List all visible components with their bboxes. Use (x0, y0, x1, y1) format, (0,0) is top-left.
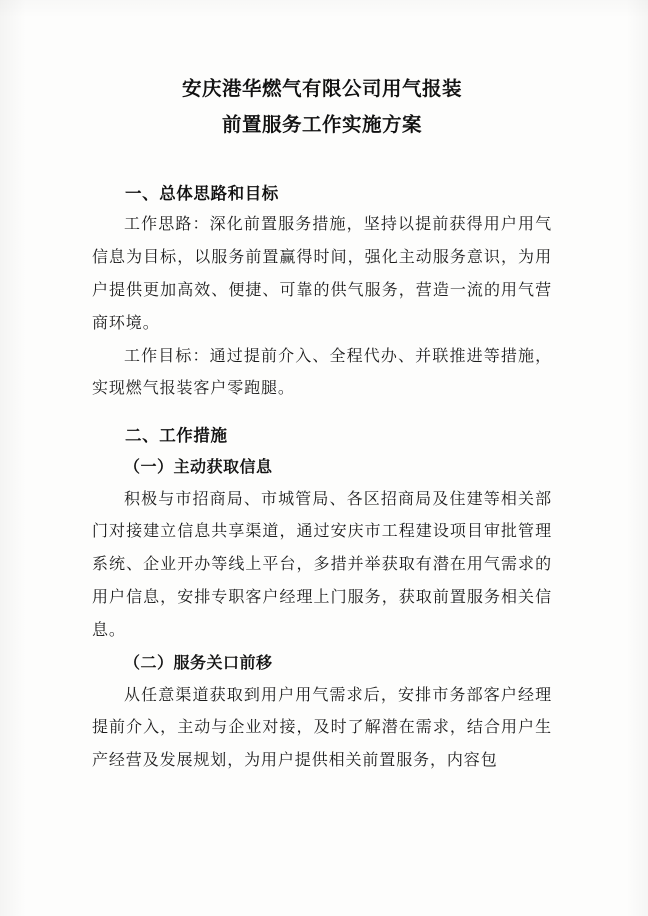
title-spacer (92, 144, 552, 164)
subheading-service-forward: （二）服务关口前移 (124, 654, 273, 672)
section-heading-1: 一、总体思路和目标 (125, 184, 279, 204)
paragraph-work-approach: 工作思路：深化前置服务措施，坚持以提前获得用户用气信息为目标，以服务前置赢得时间，强化主动服务意识，为用户提供更加高效、便捷、可靠的供气服务，营造一流的用气营商环境。 (92, 216, 552, 332)
title-line-2: 前置服务工作实施方案 (221, 115, 422, 137)
section-heading-2: 二、工作措施 (125, 426, 228, 446)
title-line-1: 安庆港华燃气有限公司用气报装 (181, 79, 462, 100)
paragraph-acquire-info: 积极与市招商局、市城管局、各区招商局及住建等相关部门对接建立信息共享渠道，通过安庆市工程建设项目审批管理系统、企业开办等线上平台，多措并举获取有潜在用气需求的用户信息，安排专职客户经理上门服务，获取前置服务相关信息。 (92, 490, 552, 639)
page-title (92, 72, 552, 144)
subheading-acquire-info: （一）主动获取信息 (124, 458, 273, 476)
paragraph-work-goal: 工作目标：通过提前介入、全程代办、并联推进等措施，实现燃气报装客户零跑腿。 (92, 347, 552, 398)
paragraph-service-forward: 从任意渠道获取到用户用气需求后，安排市务部客户经理提前介入，主动与企业对接，及时了解潜在需求，结合用户生产经营及发展规划，为用户提供相关前置服务，内容包 (92, 686, 552, 770)
document-body (92, 72, 552, 778)
